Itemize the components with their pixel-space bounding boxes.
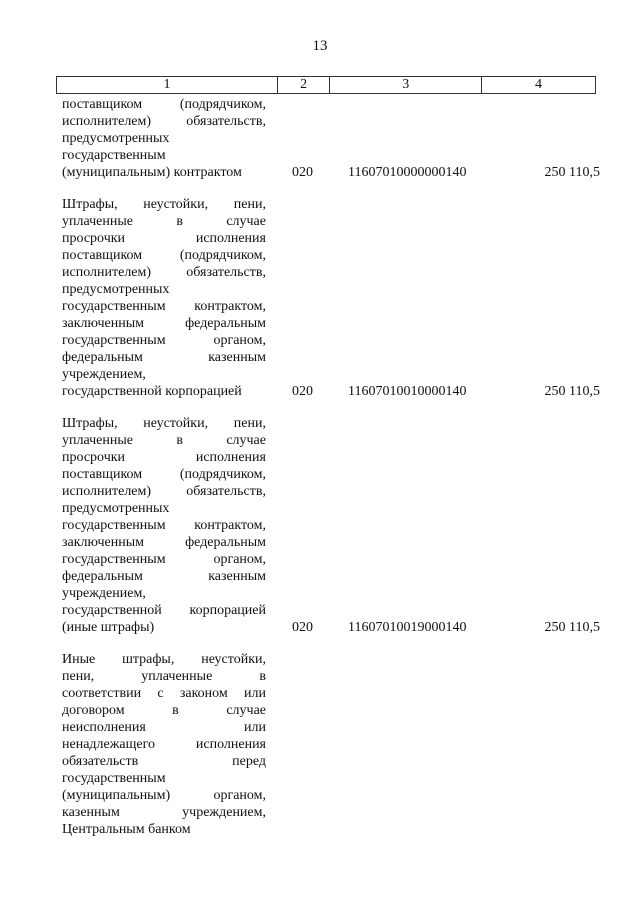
description-line: пени, уплаченные в bbox=[62, 669, 266, 684]
description-line: Центральным банком bbox=[62, 822, 191, 837]
column-header-3: 3 bbox=[330, 77, 482, 94]
row-amount: 250 110,5 bbox=[544, 620, 600, 635]
description-line: предусмотренных bbox=[62, 131, 170, 146]
description-line: обязательств перед bbox=[62, 754, 266, 769]
description-line: договором в случае bbox=[62, 703, 266, 718]
description-line: государственным bbox=[62, 148, 166, 163]
description-line: Штрафы, неустойки, пени, bbox=[62, 416, 266, 431]
column-header-table bbox=[56, 76, 596, 94]
description-line: (иные штрафы) bbox=[62, 620, 155, 635]
row-kbk-code: 11607010010000140 bbox=[348, 384, 467, 399]
description-line: (муниципальным) органом, bbox=[62, 788, 266, 803]
column-header-2: 2 bbox=[277, 77, 330, 94]
description-line: предусмотренных bbox=[62, 501, 170, 516]
description-line: государственным органом, bbox=[62, 552, 266, 567]
page-number: 13 bbox=[312, 38, 328, 54]
description-line: государственной корпорацией bbox=[62, 384, 242, 399]
column-header-4: 4 bbox=[482, 77, 596, 94]
description-line: федеральным казенным bbox=[62, 350, 266, 365]
description-line: уплаченные в случае bbox=[62, 214, 266, 229]
table-row bbox=[62, 96, 602, 181]
table-body bbox=[62, 96, 602, 853]
description-line: государственным контрактом, bbox=[62, 299, 266, 314]
description-line: заключенным федеральным bbox=[62, 535, 266, 550]
row-description bbox=[62, 96, 266, 181]
description-line: предусмотренных bbox=[62, 282, 170, 297]
description-line: поставщиком (подрядчиком, bbox=[62, 467, 266, 482]
table-row bbox=[62, 196, 602, 400]
row-amount: 250 110,5 bbox=[544, 165, 600, 180]
column-header-1: 1 bbox=[57, 77, 278, 94]
description-line: государственной корпорацией bbox=[62, 603, 266, 618]
description-line: поставщиком (подрядчиком, bbox=[62, 97, 266, 112]
description-line: ненадлежащего исполнения bbox=[62, 737, 266, 752]
description-line: государственным органом, bbox=[62, 333, 266, 348]
row-description bbox=[62, 651, 266, 838]
description-line: исполнителем) обязательств, bbox=[62, 114, 266, 129]
description-line: учреждением, bbox=[62, 586, 146, 601]
row-kbk-code: 11607010000000140 bbox=[348, 165, 467, 180]
description-line: исполнителем) обязательств, bbox=[62, 484, 266, 499]
row-description bbox=[62, 415, 266, 636]
description-line: Штрафы, неустойки, пени, bbox=[62, 197, 266, 212]
row-amount: 250 110,5 bbox=[544, 384, 600, 399]
description-line: казенным учреждением, bbox=[62, 805, 266, 820]
description-line: (муниципальным) контрактом bbox=[62, 165, 242, 180]
description-line: государственным контрактом, bbox=[62, 518, 266, 533]
table-row bbox=[62, 415, 602, 636]
row-code: 020 bbox=[292, 165, 313, 180]
description-line: поставщиком (подрядчиком, bbox=[62, 248, 266, 263]
row-code: 020 bbox=[292, 384, 313, 399]
description-line: учреждением, bbox=[62, 367, 146, 382]
column-header-row bbox=[57, 77, 596, 94]
description-line: просрочки исполнения bbox=[62, 231, 266, 246]
description-line: заключенным федеральным bbox=[62, 316, 266, 331]
table-row bbox=[62, 651, 602, 838]
description-line: Иные штрафы, неустойки, bbox=[62, 652, 266, 667]
description-line: неисполнения или bbox=[62, 720, 266, 735]
row-description bbox=[62, 196, 266, 400]
description-line: государственным bbox=[62, 771, 166, 786]
description-line: соответствии с законом или bbox=[62, 686, 266, 701]
description-line: исполнителем) обязательств, bbox=[62, 265, 266, 280]
row-kbk-code: 11607010019000140 bbox=[348, 620, 467, 635]
row-code: 020 bbox=[292, 620, 313, 635]
description-line: уплаченные в случае bbox=[62, 433, 266, 448]
description-line: просрочки исполнения bbox=[62, 450, 266, 465]
description-line: федеральным казенным bbox=[62, 569, 266, 584]
